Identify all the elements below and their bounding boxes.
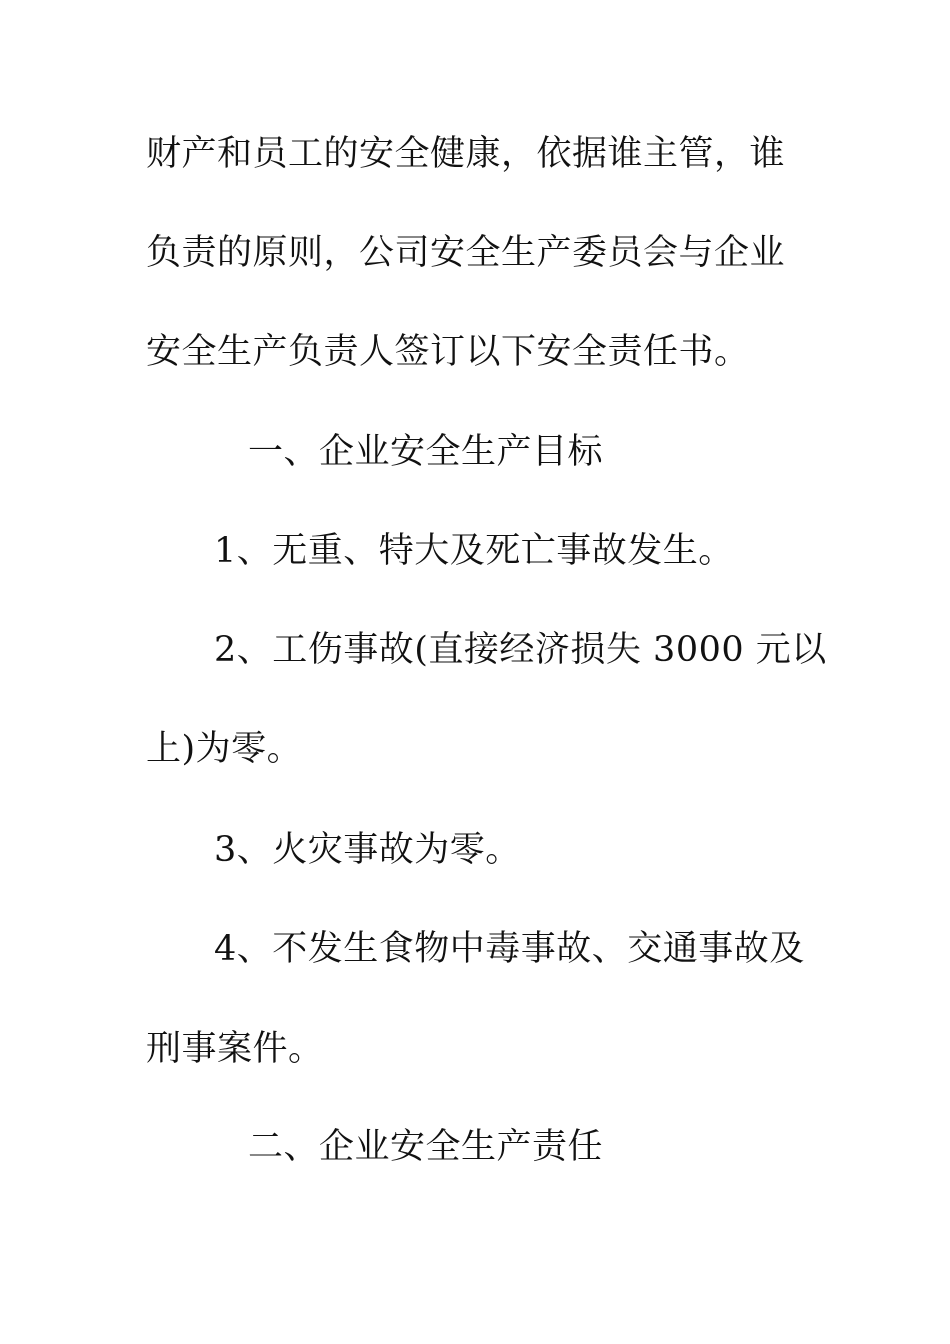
goal-item-3: 3、火灾事故为零。	[214, 830, 521, 870]
goal-item-2-line-2: 上)为零。	[146, 729, 303, 769]
goal-item-2-line-1: 2、工伤事故(直接经济损失 3000 元以	[214, 630, 827, 670]
goal-item-1: 1、无重、特大及死亡事故发生。	[214, 531, 734, 571]
goal-item-4-line-2: 刑事案件。	[146, 1029, 324, 1069]
goal-item-4-line-1: 4、不发生食物中毒事故、交通事故及	[214, 929, 805, 969]
paragraph-intro-line-3: 安全生产负责人签订以下安全责任书。	[146, 332, 750, 372]
section-heading-goals: 一、企业安全生产目标	[248, 432, 604, 472]
section-heading-responsibilities: 二、企业安全生产责任	[248, 1127, 604, 1167]
paragraph-intro-line-1: 财产和员工的安全健康，依据谁主管，谁	[146, 134, 786, 174]
paragraph-intro-line-2: 负责的原则，公司安全生产委员会与企业	[146, 233, 786, 273]
